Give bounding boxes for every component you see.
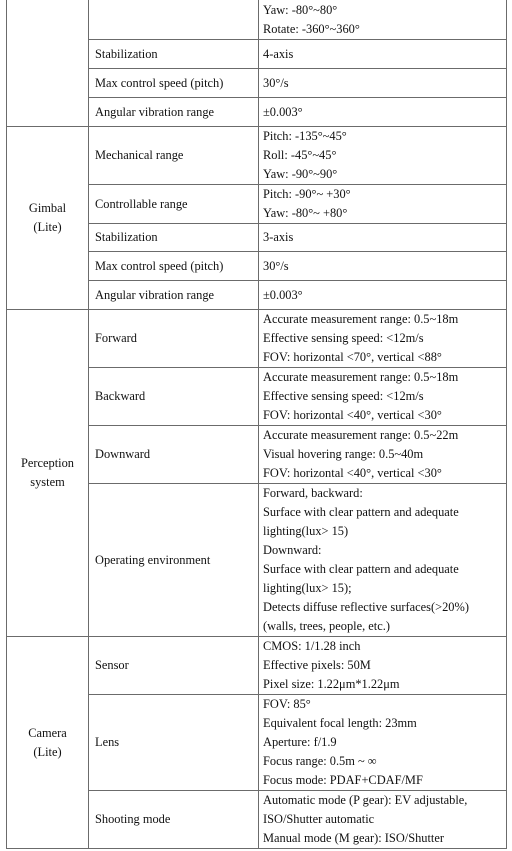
spec-name: Shooting mode xyxy=(89,791,259,849)
value-line: FOV: horizontal <40°, vertical <30° xyxy=(263,466,442,480)
spec-name: Stabilization xyxy=(89,40,259,69)
spec-name: Stabilization xyxy=(89,224,259,252)
value-line: Focus range: 0.5m ~ ∞ xyxy=(263,754,377,768)
spec-value: ±0.003° xyxy=(259,281,507,310)
category-label: Gimbal xyxy=(28,201,67,215)
value-line: lighting(lux> 15); xyxy=(263,581,352,595)
value-line: Effective pixels: 50M xyxy=(263,658,371,672)
value-line: Roll: -45°~45° xyxy=(263,148,337,162)
value-line: Equivalent focal length: 23mm xyxy=(263,716,417,730)
value-line: Yaw: -80°~80° xyxy=(263,2,338,17)
spec-value xyxy=(259,791,507,849)
category-camera xyxy=(7,637,89,849)
spec-value xyxy=(259,185,507,224)
category-label: (Lite) xyxy=(33,744,62,759)
value-line: Surface with clear pattern and adequate xyxy=(263,505,459,519)
value-line: Aperture: f/1.9 xyxy=(263,735,337,749)
spec-name: Operating environment xyxy=(89,484,259,637)
spec-value xyxy=(259,310,507,368)
spec-name: Backward xyxy=(89,368,259,426)
category-cell-continued xyxy=(7,0,89,127)
spec-name: Angular vibration range xyxy=(89,98,259,127)
spec-value: 30°/s xyxy=(259,69,507,98)
spec-value xyxy=(259,127,507,185)
value-line: FOV: horizontal <40°, vertical <30° xyxy=(263,408,442,422)
spec-value: 4-axis xyxy=(259,40,507,69)
spec-name: Controllable range xyxy=(89,185,259,224)
spec-value xyxy=(259,695,507,791)
spec-value xyxy=(259,368,507,426)
table-row xyxy=(7,127,507,185)
value-line: Manual mode (M gear): ISO/Shutter xyxy=(263,831,445,845)
spec-name: Sensor xyxy=(89,637,259,695)
category-label: (Lite) xyxy=(33,220,62,234)
category-label: system xyxy=(30,475,65,489)
value-line: Downward: xyxy=(263,543,322,557)
spec-table xyxy=(6,0,507,849)
table-row xyxy=(7,637,507,695)
category-label: Camera xyxy=(28,725,67,740)
spec-value xyxy=(259,484,507,637)
spec-name: Angular vibration range xyxy=(89,281,259,310)
value-line: Visual hovering range: 0.5~40m xyxy=(263,447,424,461)
category-gimbal xyxy=(7,127,89,310)
value-line: Forward, backward: xyxy=(263,486,363,500)
spec-value xyxy=(259,0,507,40)
spec-name: Forward xyxy=(89,310,259,368)
value-line: ISO/Shutter automatic xyxy=(263,812,375,826)
value-line: Surface with clear pattern and adequate xyxy=(263,562,459,576)
value-line: lighting(lux> 15) xyxy=(263,524,349,538)
category-perception xyxy=(7,310,89,637)
spec-value xyxy=(259,426,507,484)
spec-name: Downward xyxy=(89,426,259,484)
value-line: Effective sensing speed: <12m/s xyxy=(263,331,424,345)
spec-name: Max control speed (pitch) xyxy=(89,69,259,98)
value-line: Pitch: -135°~45° xyxy=(263,129,347,143)
spec-value xyxy=(259,637,507,695)
value-line: Rotate: -360°~360° xyxy=(263,21,360,36)
value-line: Pitch: -90°~ +30° xyxy=(263,187,351,201)
value-line: FOV: 85° xyxy=(263,697,311,711)
value-line: Yaw: -80°~ +80° xyxy=(263,206,348,220)
value-line: Accurate measurement range: 0.5~18m xyxy=(263,370,459,384)
spec-value: ±0.003° xyxy=(259,98,507,127)
spec-value: 3-axis xyxy=(259,224,507,252)
value-line: Accurate measurement range: 0.5~18m xyxy=(263,312,459,326)
value-line: Automatic mode (P gear): EV adjustable, xyxy=(263,793,468,807)
spec-name: Lens xyxy=(89,695,259,791)
category-label: Perception xyxy=(21,456,74,470)
spec-name: Mechanical range xyxy=(89,127,259,185)
value-line: Focus mode: PDAF+CDAF/MF xyxy=(263,773,423,787)
value-line: Pixel size: 1.22μm*1.22μm xyxy=(263,677,400,691)
spec-name xyxy=(89,0,259,40)
spec-name: Max control speed (pitch) xyxy=(89,252,259,281)
table-row xyxy=(7,0,507,40)
value-line: Yaw: -90°~90° xyxy=(263,167,338,181)
value-line: CMOS: 1/1.28 inch xyxy=(263,639,361,653)
value-line: Detects diffuse reflective surfaces(>20%) xyxy=(263,600,469,614)
value-line: (walls, trees, people, etc.) xyxy=(263,619,390,633)
spec-value: 30°/s xyxy=(259,252,507,281)
value-line: FOV: horizontal <70°, vertical <88° xyxy=(263,350,442,364)
value-line: Effective sensing speed: <12m/s xyxy=(263,389,424,403)
table-row xyxy=(7,310,507,368)
value-line: Accurate measurement range: 0.5~22m xyxy=(263,428,459,442)
